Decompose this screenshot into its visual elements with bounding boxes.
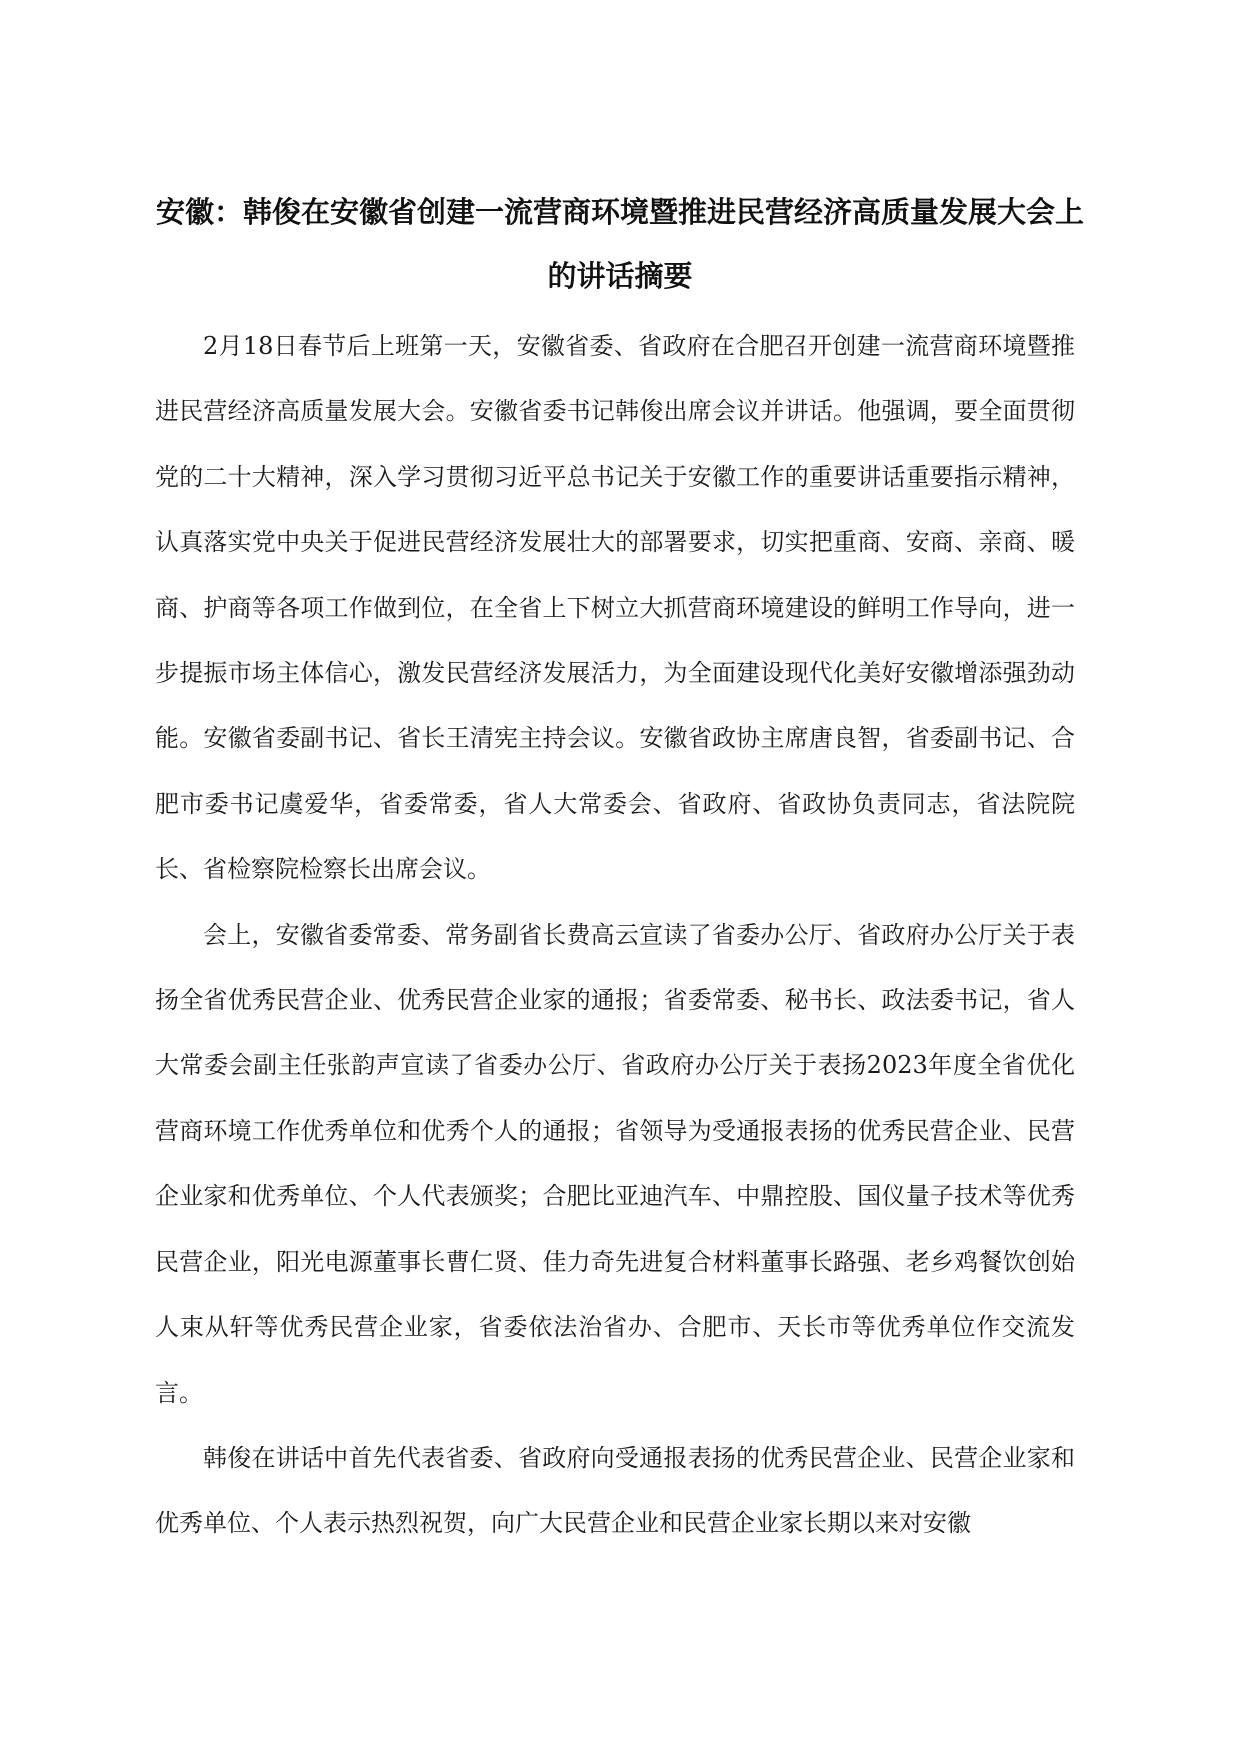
document-title: 安徽：韩俊在安徽省创建一流营商环境暨推进民营经济高质量发展大会上的讲话摘要 (155, 195, 1084, 293)
document-body (155, 314, 1075, 1557)
paragraph-speech-opening: 韩俊在讲话中首先代表省委、省政府向受通报表扬的优秀民营企业、民营企业家和优秀单位、个人表示热烈祝贺，向广大民营企业和民营企业家长期以来对安徽 (155, 1443, 1075, 1538)
paragraph-meeting-proceedings: 会上，安徽省委常委、常务副省长费高云宣读了省委办公厅、省政府办公厅关于表扬全省优秀民营企业、优秀民营企业家的通报；省委常委、秘书长、政法委书记，省人大常委会副主任张韵声宣读了省委办公厅、省政府办公厅关于表扬2023年度全省优化营商环境工作优秀单位和优秀个人的通报；省领导为受通报表扬的优秀民营企业、民营企业家和优秀单位、个人代表颁奖；合肥比亚迪汽车、中鼎控股、国仪量子技术等优秀民营企业，阳光电源董事长曹仁贤、佳力奇先进复合材料董事长路强、老乡鸡餐饮创始人束从轩等优秀民营企业家，省委依法治省办、合肥市、天长市等优秀单位作交流发言。 (155, 920, 1075, 1407)
paragraph-meeting-overview: 2月18日春节后上班第一天，安徽省委、省政府在合肥召开创建一流营商环境暨推进民营经济高质量发展大会。安徽省委书记韩俊出席会议并讲话。他强调，要全面贯彻党的二十大精神，深入学习贯彻习近平总书记关于安徽工作的重要讲话重要指示精神，认真落实党中央关于促进民营经济发展壮大的部署要求，切实把重商、安商、亲商、暖商、护商等各项工作做到位，在全省上下树立大抓营商环境建设的鲜明工作导向，进一步提振市场主体信心，激发民营经济发展活力，为全面建设现代化美好安徽增添强劲动能。安徽省委副书记、省长王清宪主持会议。安徽省政协主席唐良智，省委副书记、合肥市委书记虞爱华，省委常委，省人大常委会、省政府、省政协负责同志，省法院院长、省检察院检察长出席会议。 (155, 332, 1075, 884)
